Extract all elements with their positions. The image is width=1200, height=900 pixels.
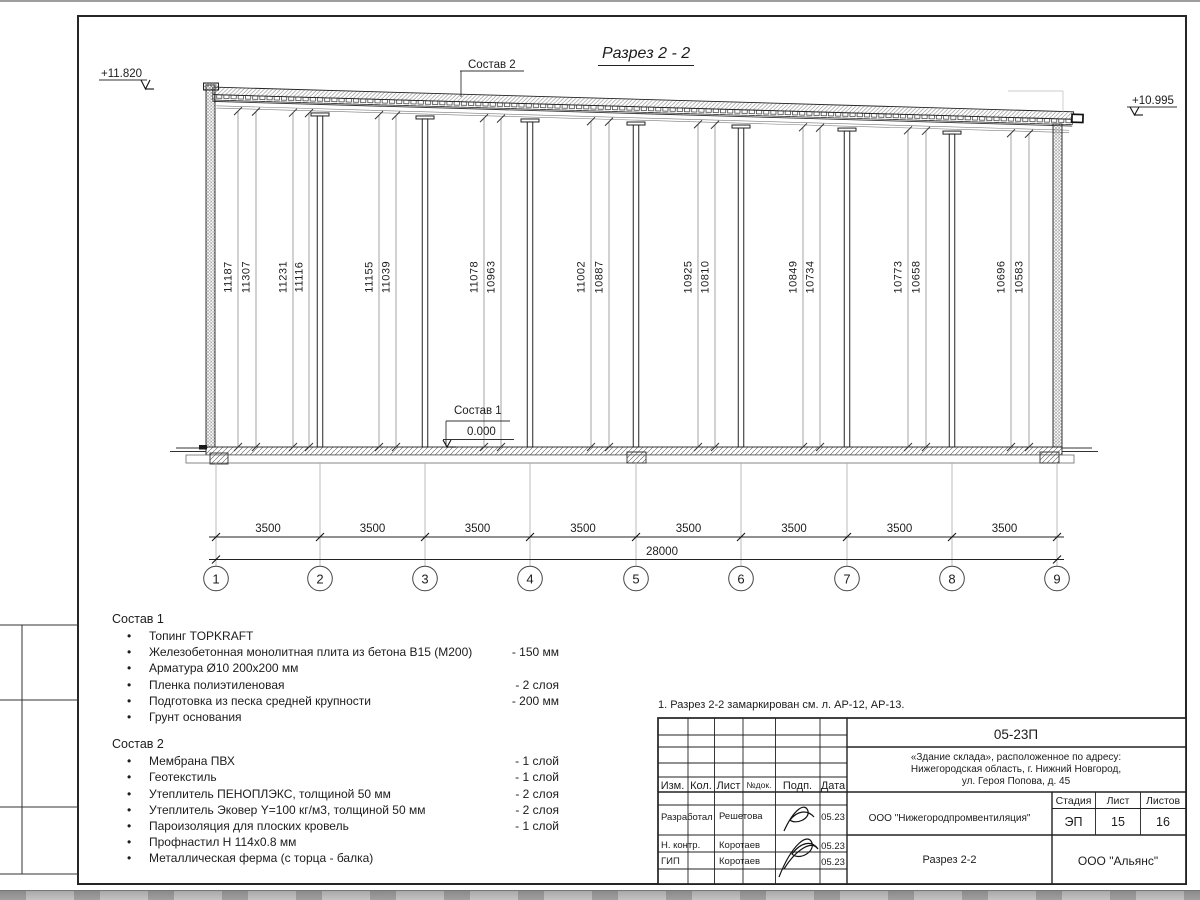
column [633,125,639,447]
bullet: • [127,677,132,692]
bay-dim-label: 3500 [464,523,491,535]
tb-org2: ООО "Альянс" [1077,854,1159,868]
bullet: • [127,710,132,725]
grid-bubble-number: 8 [948,571,956,587]
sostav1-title: Состав 1 [112,612,164,626]
tb-col-kol: Кол. [690,780,712,792]
material-item [112,709,559,725]
material-item [112,693,559,709]
tb-role-2: Н. контр. [661,840,701,851]
height-dim-label: 11187 [222,261,235,293]
bullet: • [127,802,132,817]
left-wall-cap [204,83,219,90]
tb-name-3: Коротаев [719,856,761,867]
tb-sheets-total: 16 [1156,815,1170,829]
height-dim-label: 11078 [468,260,481,294]
height-dim-label: 10734 [804,260,817,294]
column [949,134,955,447]
height-dim-label: 10658 [910,260,923,294]
material-value: - 2 слоя [515,677,559,692]
material-name: Подготовка из песка средней крупности [149,693,371,708]
sostav2-list [112,753,559,866]
material-name: Утеплитель ПЕНОПЛЭКС, толщиной 50 мм [149,786,391,801]
level-left-value: +11.820 [101,68,143,80]
height-dim-label: 10849 [787,260,800,294]
sostav1-list [112,628,559,725]
material-item [112,644,559,660]
tb-listov-header: Листов [1145,795,1181,807]
grid-bubble-number: 9 [1053,571,1061,587]
construction-lines [1008,91,1063,112]
grid-bubble-number: 3 [421,571,429,587]
material-item [112,677,559,693]
material-value: - 2 слоя [515,802,559,817]
material-name: Пароизоляция для плоских кровель [149,819,349,834]
bullet: • [127,693,132,708]
grid-bubble-number: 1 [212,571,220,587]
bullet: • [127,819,132,834]
bottom-dimension-chain [209,463,1064,566]
roof-assembly [212,87,1083,133]
material-item [112,628,559,644]
height-dim-label: 10773 [892,260,905,294]
material-value: - 1 слой [515,819,559,834]
tb-name-1: Решетова [719,811,763,822]
left-wall [206,85,215,447]
tb-company: ООО "Нижегородпромвентиляция" [868,813,1031,824]
material-item [112,660,559,676]
grid-bubble-number: 6 [737,571,745,587]
material-name: Грунт основания [149,710,242,725]
leader-sostav2 [460,59,524,97]
bay-dim-label: 3500 [570,523,596,535]
level-mark-left [99,68,154,89]
level-mark-floor [443,426,514,447]
material-name: Утеплитель Эковер Y=100 кг/м3, толщиной 50 мм [149,802,426,817]
bay-dim-label: 3500 [359,523,386,535]
height-dim-label: 11039 [380,260,393,294]
level-mark-right [1127,95,1177,115]
material-name: Пленка полиэтиленовая [149,677,285,692]
material-compositions [112,611,559,867]
material-value: - 1 слой [515,754,559,769]
material-name: Топинг TOPKRAFT [149,629,254,643]
page-title: Разрез 2 - 2 [598,45,694,66]
tb-col-ndok: №док. [746,780,772,790]
material-value: - 150 мм [511,645,559,660]
grid-bubble-number: 7 [843,571,851,587]
material-item [112,834,559,850]
bullet: • [127,835,132,850]
material-name: Геотекстиль [149,770,217,785]
side-stamp-boxes [0,625,78,874]
bullet: • [127,629,132,643]
roof-edge-box [1072,114,1083,122]
grid-bubble-number: 5 [632,571,640,587]
bay-dim-label: 3500 [991,523,1018,535]
tb-project-line1: «Здание склада», расположенное по адресу: [910,752,1122,763]
bullet: • [127,645,132,660]
tb-doc-number: 05-23П [993,727,1039,742]
material-item [112,818,559,834]
material-name: Железобетонная монолитная плита из бетона В15 (М200) [149,645,473,660]
leader-sostav1-label: Состав 1 [454,405,502,417]
height-dim-label: 10963 [485,260,498,294]
tb-project-line2: Нижегородская область, г. Нижний Новгород, [910,764,1122,775]
bullet: • [127,770,132,785]
total-dim-label: 28000 [646,546,678,558]
column [738,128,744,447]
level-floor-value: 0.000 [467,426,496,438]
column [527,122,533,447]
tb-role-3: ГИП [661,856,680,867]
building-section [170,83,1098,464]
tb-col-izm: Изм. [660,780,685,792]
sostav2-title: Состав 2 [112,737,164,752]
tb-date-3: 05.23 [821,857,845,868]
height-dim-label: 11307 [240,260,253,294]
tb-stage-value: ЭП [1064,815,1083,829]
bullet: • [127,754,132,769]
material-value: - 1 слой [515,770,559,785]
tb-drawing-title: Разрез 2-2 [922,854,977,866]
grid-bubble-number: 2 [316,571,324,587]
interior-columns [311,113,961,447]
material-name: Металлическая ферма (с торца - балка) [149,851,374,866]
material-value: - 2 слоя [515,786,559,801]
bay-dim-label: 3500 [886,523,913,535]
tb-stage-header: Стадия [1055,795,1092,807]
material-name: Мембрана ПВХ [149,754,235,769]
material-item [112,786,559,802]
height-dim-label: 10810 [699,260,712,294]
material-item [112,802,559,818]
material-name: Арматура Ø10 200х200 мм [149,661,299,676]
height-dimension-lines [223,107,1034,451]
title-block [658,718,1186,884]
note-text: 1. Разрез 2-2 замаркирован см. л. АР-12, АР-13. [658,699,905,711]
tb-col-podp: Подп. [782,780,813,792]
height-dim-label: 10887 [593,260,606,294]
material-item [112,769,559,785]
tb-date-2: 05.23 [821,841,845,852]
material-item [112,850,559,866]
height-dim-label: 11116 [293,261,306,293]
height-dim-label: 10696 [995,260,1008,294]
bay-dim-label: 3500 [781,523,807,535]
bay-dim-label: 3500 [255,523,281,535]
leader-sostav2-label: Состав 2 [468,59,516,71]
height-dim-label: 11231 [277,260,290,294]
tb-sheet-no: 15 [1111,815,1125,829]
material-value: - 200 мм [511,693,559,708]
wall-base-detail [199,445,207,450]
right-wall [1053,124,1062,447]
material-name: Профнастил Н 114х0.8 мм [149,835,297,850]
height-dim-label: 11155 [363,261,376,293]
bullet: • [127,786,132,801]
tb-list-header: Лист [1106,795,1130,807]
column [844,131,850,447]
material-item [112,753,559,769]
tb-project-line3: ул. Героя Попова, д. 45 [961,776,1071,787]
bullet: • [127,851,132,866]
tb-name-2: Коротаев [719,840,761,851]
grid-axis-bubbles [204,566,1070,591]
height-dim-label: 10925 [682,260,695,294]
tb-role-1: Разработал [661,812,713,823]
bay-dim-label: 3500 [675,523,702,535]
tb-col-data: Дата [820,780,846,792]
grid-bubble-number: 4 [526,571,534,587]
level-right-value: +10.995 [1132,95,1174,107]
column [317,116,323,447]
bullet: • [127,661,132,676]
tb-date-1: 05.23 [821,812,845,823]
column [422,119,428,447]
height-dim-label: 10583 [1013,260,1026,294]
tb-col-list: Лист [716,780,741,792]
height-dim-label: 11002 [575,260,588,294]
